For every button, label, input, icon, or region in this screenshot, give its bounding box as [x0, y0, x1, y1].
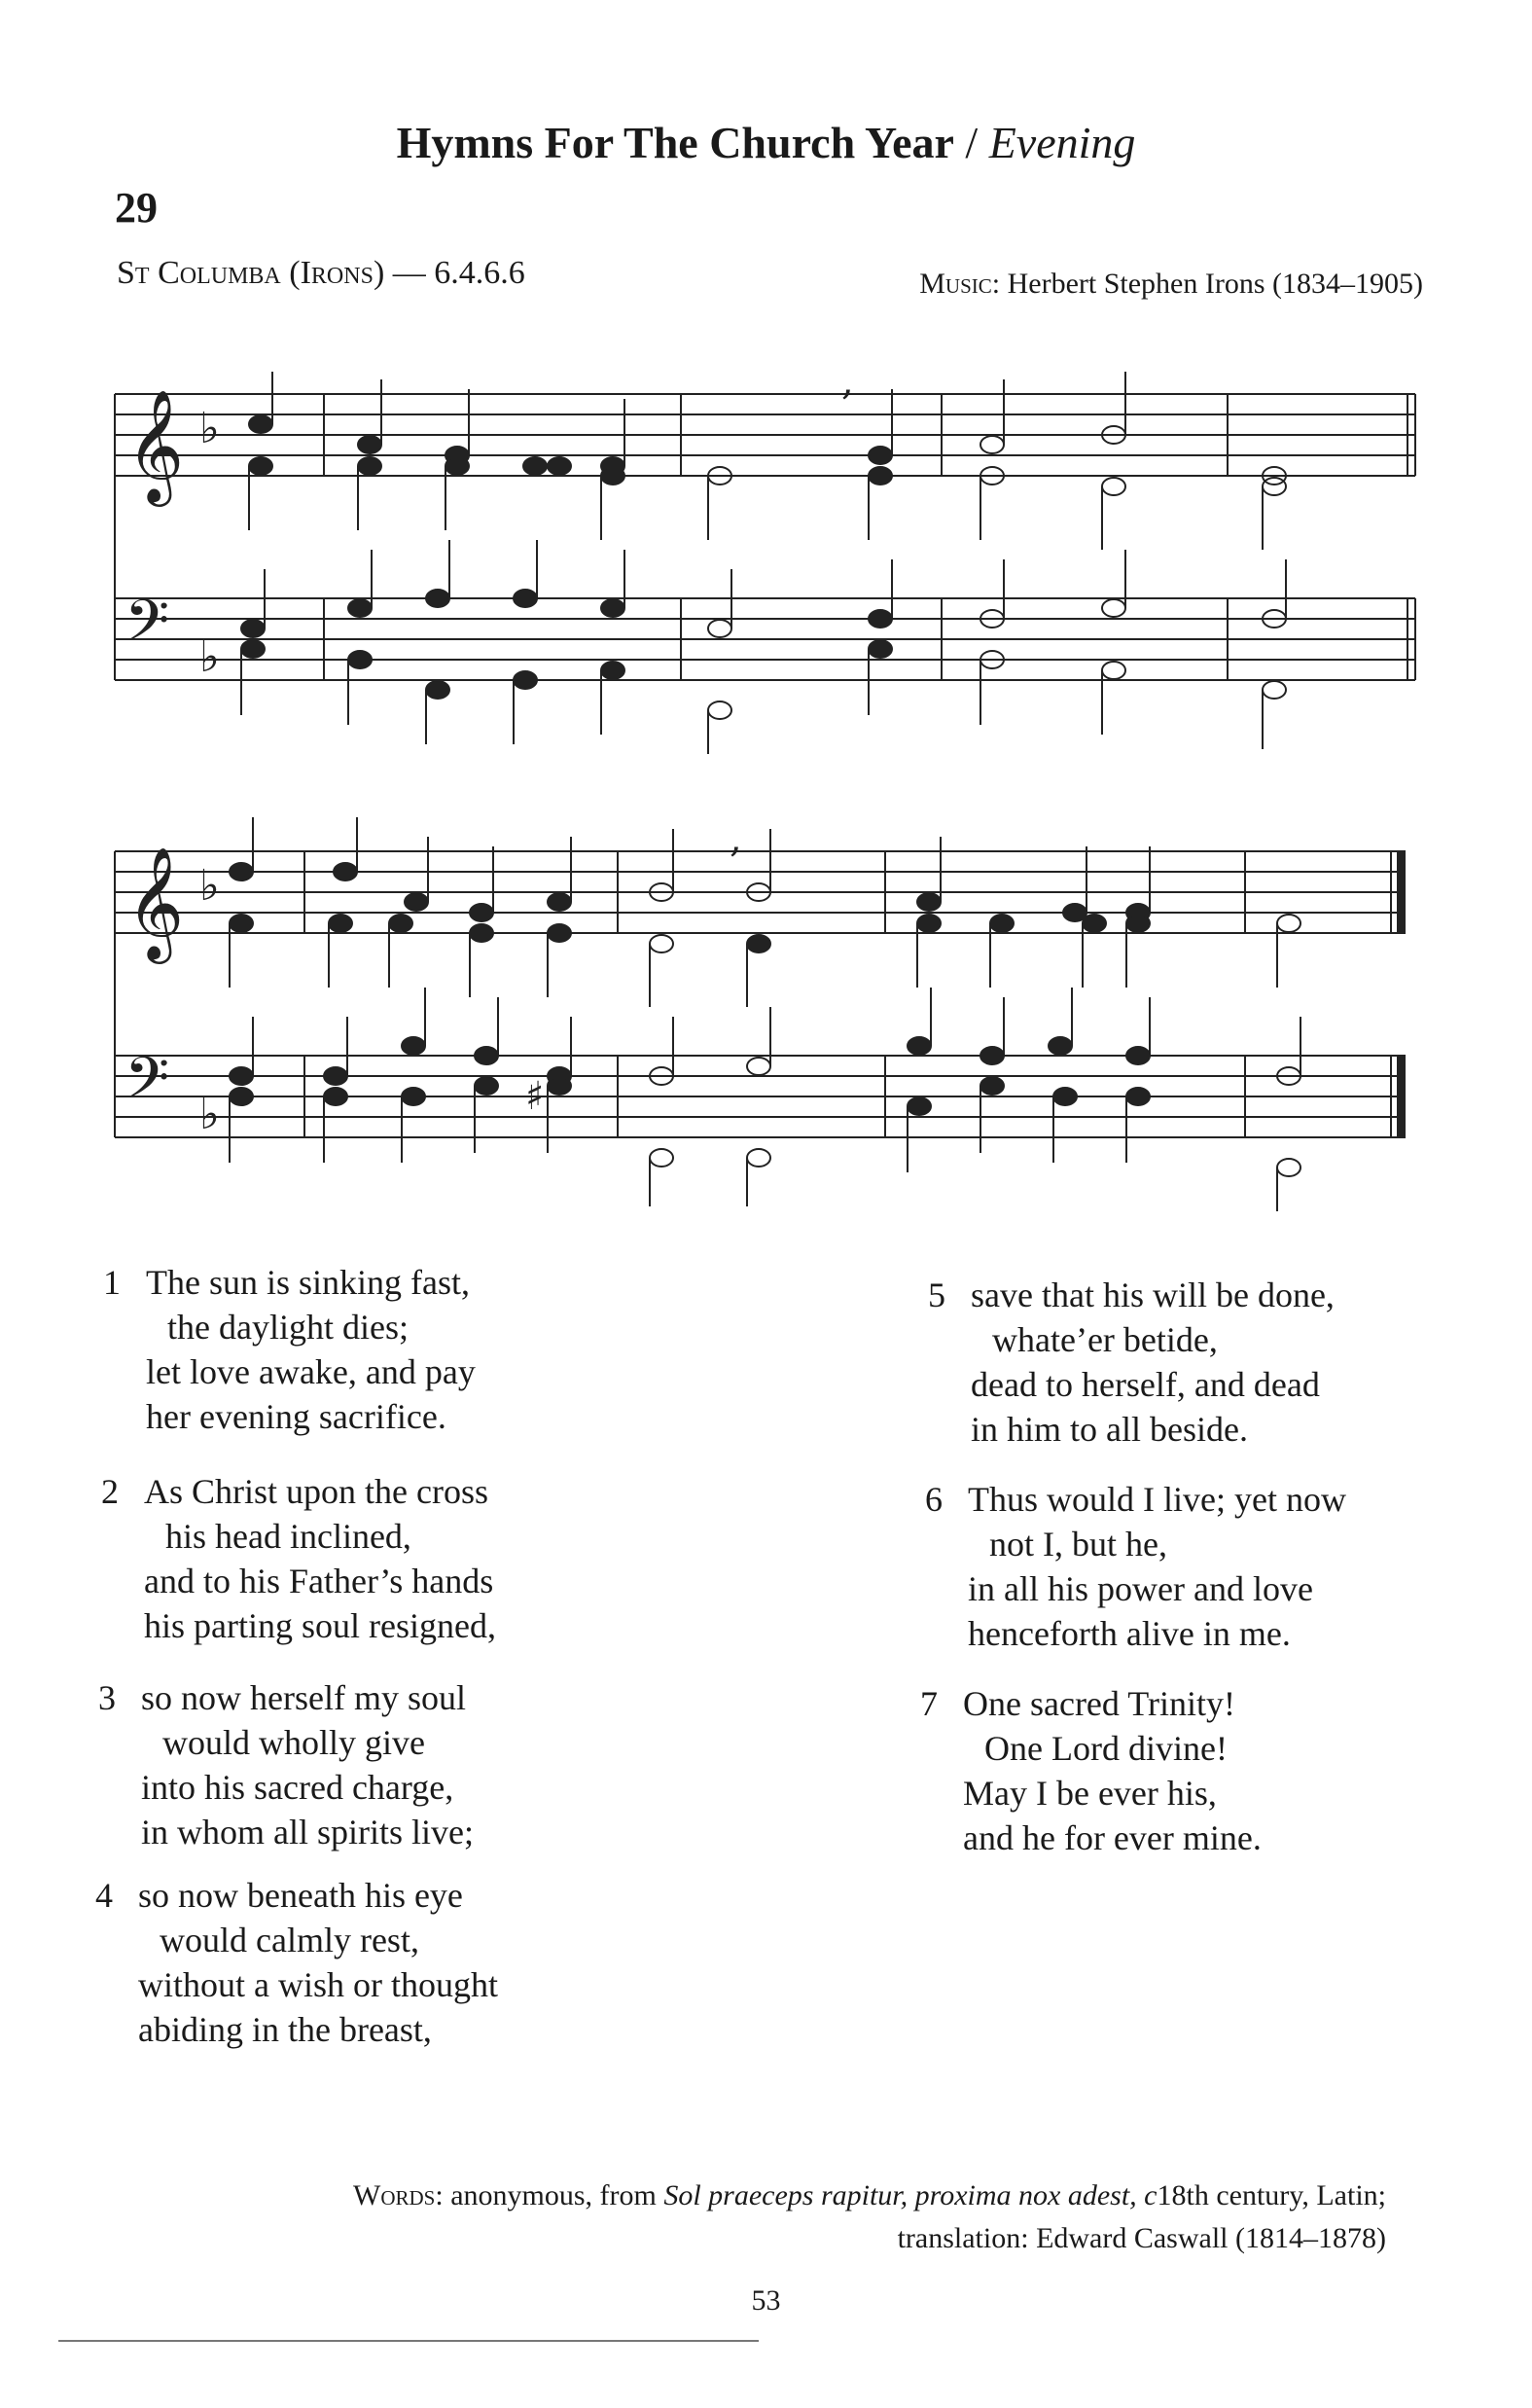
words-source-title: Sol praeceps rapitur, proxima nox adest,	[663, 2179, 1137, 2211]
hymn-number: 29	[115, 184, 158, 232]
svg-text:,: ,	[730, 816, 742, 861]
tune-name: Columba	[158, 255, 281, 291]
svg-text:♭: ♭	[199, 1090, 220, 1139]
verse-number: 4	[95, 1876, 113, 1915]
svg-text:♭: ♭	[199, 632, 220, 682]
verse-2	[101, 1469, 496, 1648]
tune-composer: Irons	[300, 255, 374, 291]
verse-line: not I, but he,	[989, 1525, 1167, 1563]
verse-line: would calmly rest,	[160, 1921, 419, 1959]
words-pre: anonymous, from	[443, 2179, 664, 2211]
music-system-2	[0, 808, 1532, 1216]
verse-line: One sacred Trinity!	[963, 1684, 1235, 1723]
words-circa: c	[1136, 2179, 1158, 2211]
verse-7	[920, 1681, 1262, 1860]
verse-line: The sun is sinking fast,	[146, 1263, 470, 1302]
svg-text:♭: ♭	[199, 861, 220, 911]
verse-line: As Christ upon the cross	[144, 1472, 488, 1511]
music-system-1	[0, 350, 1532, 759]
verse-line: save that his will be done,	[971, 1276, 1335, 1314]
verse-1	[103, 1260, 476, 1439]
svg-text:𝄢: 𝄢	[125, 1044, 170, 1126]
verse-number: 6	[925, 1480, 943, 1519]
verse-line: Thus would I live; yet now	[968, 1480, 1346, 1519]
title-separator: /	[953, 118, 989, 167]
verse-number: 5	[928, 1276, 945, 1314]
svg-text:𝄢: 𝄢	[125, 587, 170, 668]
verse-line: whate’er betide,	[992, 1320, 1218, 1359]
verse-4	[95, 1873, 498, 2052]
verse-number: 2	[101, 1472, 119, 1511]
music-credit	[919, 268, 1423, 301]
verse-6	[925, 1477, 1346, 1656]
section-title-text: Hymns For The Church Year	[396, 118, 954, 167]
footer-rule	[58, 2340, 759, 2342]
verse-line: abiding in the breast,	[138, 2010, 432, 2049]
svg-text:𝄞: 𝄞	[126, 845, 185, 959]
words-label: Words:	[353, 2179, 444, 2211]
verse-line: so now beneath his eye	[138, 1876, 463, 1915]
verse-line: and he for ever mine.	[963, 1818, 1262, 1857]
translation-credit: translation: Edward Caswall (1814–1878)	[897, 2222, 1386, 2254]
verse-line: henceforth alive in me.	[968, 1614, 1291, 1653]
verse-line: so now herself my soul	[141, 1678, 466, 1717]
verse-line: without a wish or thought	[138, 1965, 498, 2004]
verse-number: 3	[98, 1678, 116, 1717]
svg-text:𝄞: 𝄞	[126, 388, 185, 502]
page-number: 53	[751, 2284, 781, 2317]
verse-5	[928, 1273, 1335, 1452]
verse-line: her evening sacrifice.	[146, 1397, 446, 1436]
meter: — 6.4.6.6	[392, 255, 525, 291]
verse-line: dead to herself, and dead	[971, 1365, 1320, 1404]
music-label: Music:	[919, 268, 1001, 300]
verse-line: May I be ever his,	[963, 1774, 1217, 1813]
verse-line: his parting soul resigned,	[144, 1606, 496, 1645]
verse-line: in him to all beside.	[971, 1410, 1248, 1449]
svg-text:♯: ♯	[525, 1074, 545, 1119]
section-title	[0, 117, 1532, 168]
verse-line: and to his Father’s hands	[144, 1562, 494, 1600]
verse-line: into his sacred charge,	[141, 1768, 454, 1807]
verse-line: One Lord divine!	[984, 1729, 1228, 1768]
verse-number: 1	[103, 1263, 121, 1302]
words-credit	[353, 2174, 1386, 2260]
words-credit-line-1	[353, 2174, 1386, 2217]
tune-name-st: St	[117, 255, 159, 291]
verse-line: the daylight dies;	[167, 1308, 409, 1347]
verse-line: let love awake, and pay	[146, 1352, 476, 1391]
verse-line: would wholly give	[162, 1723, 425, 1762]
music-composer: Herbert Stephen Irons (1834–1905)	[1000, 268, 1423, 300]
words-post: 18th century, Latin;	[1157, 2179, 1386, 2211]
verse-3	[98, 1675, 474, 1854]
verse-line: in all his power and love	[968, 1569, 1313, 1608]
verse-line: in whom all spirits live;	[141, 1813, 474, 1851]
verse-line: his head inclined,	[165, 1517, 411, 1556]
svg-text:,: ,	[841, 359, 854, 404]
svg-text:♭: ♭	[199, 404, 220, 453]
section-subtitle: Evening	[988, 118, 1136, 167]
tune-line: St Columba (Irons) — 6.4.6.6	[117, 255, 525, 291]
verse-number: 7	[920, 1684, 938, 1723]
